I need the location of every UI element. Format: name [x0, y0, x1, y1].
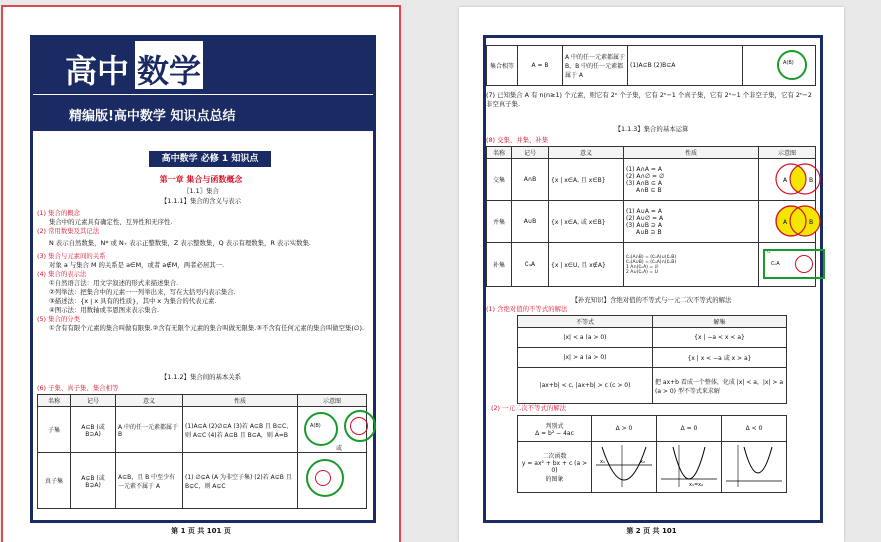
- cell-diagram: [759, 201, 816, 243]
- venn-circle: [304, 412, 338, 446]
- cell-name: 真子集: [38, 453, 71, 509]
- col-header: 示意图: [298, 395, 367, 407]
- subsection-1-1-2: 【1.1.2】集合间的基本关系: [160, 373, 242, 381]
- diagram-note: 或: [336, 445, 343, 452]
- svg-text:x₂: x₂: [640, 459, 645, 465]
- item-body-3: 对象 a 与集合 M 的关系是 a∈M，或者 a∉M，两者必居其一.: [49, 261, 225, 269]
- class-body: ①含有有限个元素的集合叫做有限集.②含有无限个元素的集合叫做无限集.③不含有任何元素的集合叫做空集(∅).: [49, 324, 365, 332]
- ops-head: (8) 交集、并集、补集: [486, 136, 549, 144]
- svg-text:A: A: [783, 177, 788, 184]
- cell-diagram: [759, 159, 816, 201]
- quad-label: y = ax² + bx + c (a > 0): [521, 460, 588, 474]
- rep-line-3: ③描述法：{x | x 具有的性质}，其中 x 为集合的代表元素.: [49, 297, 217, 305]
- col-header: 名称: [487, 147, 512, 159]
- cell: |x| < a (a > 0): [518, 328, 653, 348]
- item-body-4: ①自然语言法：用文字叙述的形式来描述集合.: [49, 279, 179, 287]
- supplement-title: 【补充知识】含绝对值的不等式与一元二次不等式的解法: [571, 296, 732, 304]
- quad-table: [517, 415, 787, 493]
- scroll-gutter[interactable]: [868, 0, 881, 542]
- prop-line: A∪B ⊇ B: [636, 228, 662, 236]
- svg-text:B: B: [809, 219, 814, 226]
- cell-props: [624, 201, 759, 243]
- cell-props: [624, 243, 759, 287]
- table-row: [38, 453, 367, 509]
- prop-line: ∁ᵤ(A∩B) = (∁ᵤA)∪(∁ᵤB): [626, 254, 677, 260]
- svg-text:A: A: [783, 219, 788, 226]
- prop-line: (3) A∩B ⊆ A: [626, 179, 662, 187]
- table-row: [518, 328, 787, 348]
- venn-circle: [795, 255, 813, 273]
- case-header: Δ < 0: [722, 416, 787, 442]
- cell-name: 补集: [487, 243, 512, 287]
- cell: |x| > a (a > 0): [518, 348, 653, 368]
- prop-line: 2 A∪(∁ᵤA) = U: [626, 269, 658, 275]
- equal-table: [486, 45, 816, 86]
- cell: [518, 442, 592, 493]
- section-box: 高中数学 必修 1 知识点: [149, 151, 271, 167]
- page-footer: 第 2 页 共 101: [626, 527, 677, 535]
- cell-diagram: [743, 46, 816, 86]
- col-header: 示意图: [759, 147, 816, 159]
- col-header: 意义: [116, 395, 183, 407]
- case-header: Δ = 0: [657, 416, 722, 442]
- cell-symbol: A⊆B (或 B⊇A): [71, 407, 116, 453]
- col-header: 不等式: [518, 316, 653, 328]
- cell-props: (1)A⊆A (2)∅⊆A (3)若 A⊆B 且 B⊆C，则 A⊆C (4)若 A⊆B 且 B⊆A，则 A=B: [183, 407, 298, 453]
- chapter-title: 第一章 集合与函数概念: [159, 175, 243, 184]
- prop-line: (1) A∪A = A: [626, 207, 662, 215]
- item-head-1: (1) 集合的概念: [37, 209, 81, 217]
- ops-table: [486, 146, 816, 287]
- prop-line: A∩B ⊆ B: [636, 186, 662, 194]
- rep-line-4: ④图示法：用数轴或韦恩图来表示集合.: [49, 306, 160, 314]
- banner-title-a: 高中: [65, 52, 130, 90]
- prop-line: (1) A∩A = A: [626, 165, 662, 173]
- cell: {x | x < −a 或 x > a}: [653, 348, 787, 368]
- cell-diagram: [298, 453, 367, 509]
- class-head: (5) 集合的分类: [37, 315, 81, 323]
- cell-diagram: [298, 407, 367, 453]
- parabola-no-root: [724, 443, 784, 489]
- table-row: [518, 442, 787, 493]
- subsection-1-1: 〖1.1〗集合: [183, 187, 219, 195]
- case-header: Δ > 0: [592, 416, 657, 442]
- cell-props: [624, 159, 759, 201]
- cell-symbol: A⊊B (或 B⊋A): [71, 453, 116, 509]
- parabola-two-roots: [594, 443, 654, 489]
- page-footer: 第 1 页 共 101 页: [171, 527, 231, 535]
- cell-graph: [657, 442, 722, 493]
- cell: |ax+b| < c, |ax+b| > c (c > 0): [518, 368, 653, 404]
- table-row: [38, 407, 367, 453]
- prop-line: ∁ᵤ(A∪B) = (∁ᵤA)∩(∁ᵤB): [626, 259, 677, 265]
- venn-circle: [350, 417, 368, 435]
- document-page-2: [459, 7, 844, 542]
- subtitle: 精编版!高中数学 知识点总结: [69, 109, 236, 124]
- table-row: [487, 243, 816, 287]
- svg-text:x₁=x₂: x₁=x₂: [689, 482, 704, 488]
- item-head-4: (4) 集合的表示法: [37, 270, 87, 278]
- item-head-3: (3) 集合与元素间的关系: [37, 252, 106, 260]
- cell: {x | −a < x < a}: [653, 328, 787, 348]
- cell-diagram: [759, 243, 816, 287]
- svg-text:B: B: [809, 177, 814, 184]
- table-row: [518, 368, 787, 404]
- cell-name: 子集: [38, 407, 71, 453]
- col-header: 记号: [512, 147, 549, 159]
- table-row: [518, 416, 787, 442]
- venn-circle: [315, 470, 331, 486]
- union-venn: [763, 201, 833, 241]
- svg-text:x₁: x₁: [600, 459, 605, 465]
- banner-title-b: 数学: [137, 52, 202, 90]
- rep-line-2: ②列举法：把集合中的元素一一列举出来，写在大括号内表示集合.: [49, 288, 236, 296]
- col-header: 解集: [653, 316, 787, 328]
- abs-table: [517, 315, 787, 404]
- cell-props: (1)A⊆B (2)B⊆A: [628, 46, 743, 86]
- quad-label: 二次函数: [542, 453, 567, 460]
- subtitle-bar: [33, 95, 373, 131]
- cell-meaning: {x | x∈A, 且 x∈B}: [549, 159, 624, 201]
- relation-table: [37, 394, 367, 509]
- col-header: 记号: [71, 395, 116, 407]
- cell-graph: [592, 442, 657, 493]
- cell-symbol: A = B: [518, 46, 563, 86]
- document-page-1: [3, 7, 399, 542]
- intersection-venn: [763, 159, 833, 199]
- col-header: 意义: [549, 147, 624, 159]
- table-row: [487, 46, 816, 86]
- cell: 把 ax+b 看成一个整体，化成 |x| < a，|x| > a (a > 0) 型不等式来求解: [653, 368, 787, 404]
- cell-name: 交集: [487, 159, 512, 201]
- cell: [518, 416, 592, 442]
- cell-meaning: A 中的任一元素都属于 B: [116, 407, 183, 453]
- quad-label: Δ = b² − 4ac: [535, 429, 574, 437]
- title-banner: [33, 38, 373, 94]
- prop-line: 1 A∩(∁ᵤA) = ∅: [626, 264, 659, 270]
- prop-line: (2) A∩∅ = ∅: [626, 172, 665, 180]
- parabola-one-root: [659, 443, 719, 489]
- cell-props: (1) ∅⊊A (A 为非空子集) (2)若 A⊊B 且 B⊊C，则 A⊊C: [183, 453, 298, 509]
- cell-meaning: {x | x∈U, 且 x∉A}: [549, 243, 624, 287]
- prop-line: (3) A∪B ⊇ A: [626, 221, 662, 229]
- col-header: 性质: [624, 147, 759, 159]
- item-body-1: 集合中的元素具有确定性、互异性和无序性.: [49, 218, 173, 226]
- note-7: (7) 已知集合 A 有 n(n≥1) 个元素，则它有 2ⁿ 个子集，它有 2ⁿ−1 个真子集，它有 2ⁿ−1 个非空子集，它有 2ⁿ−2 非空真子集.: [486, 91, 812, 108]
- cell-meaning: A⊆B，且 B 中至少有一元素不属于 A: [116, 453, 183, 509]
- cell-name: 并集: [487, 201, 512, 243]
- cell-meaning: {x | x∈A, 或 x∈B}: [549, 201, 624, 243]
- relation-head: (6) 子集、真子集、集合相等: [37, 384, 119, 392]
- col-header: 性质: [183, 395, 298, 407]
- subsection-1-1-1: 【1.1.1】集合的含义与表示: [160, 197, 242, 205]
- quad-head: (2) 一元二次不等式的解法: [491, 404, 566, 412]
- cell-symbol: A∩B: [512, 159, 549, 201]
- quad-label: 的图象: [545, 476, 564, 483]
- venn-label: A(B): [310, 423, 321, 429]
- table-row: [487, 159, 816, 201]
- cell-symbol: ∁ᵤA: [512, 243, 549, 287]
- prop-line: (2) A∪∅ = A: [626, 214, 664, 222]
- cell-name: 集合相等: [487, 46, 518, 86]
- cell-symbol: A∪B: [512, 201, 549, 243]
- cell-graph: [722, 442, 787, 493]
- abs-head: (1) 含绝对值的不等式的解法: [486, 305, 568, 313]
- table-row: [487, 201, 816, 243]
- item-body-2: N 表示自然数集，N* 或 N₊ 表示正整数集，Z 表示整数集，Q 表示有理数集，R 表示实数集.: [49, 239, 311, 247]
- universe-label: U: [767, 249, 771, 255]
- venn-label: A(B): [783, 60, 794, 66]
- cell-meaning: A 中的任一元素都属于 B，B 中的任一元素都属于 A: [563, 46, 628, 86]
- complement-label: ∁ᵤA: [771, 261, 780, 267]
- subsection-1-1-3: 【1.1.3】集合的基本运算: [614, 125, 689, 133]
- quad-label: 判别式: [545, 422, 564, 430]
- item-head-2: (2) 常用数集及其记法: [37, 227, 100, 235]
- table-row: [518, 348, 787, 368]
- col-header: 名称: [38, 395, 71, 407]
